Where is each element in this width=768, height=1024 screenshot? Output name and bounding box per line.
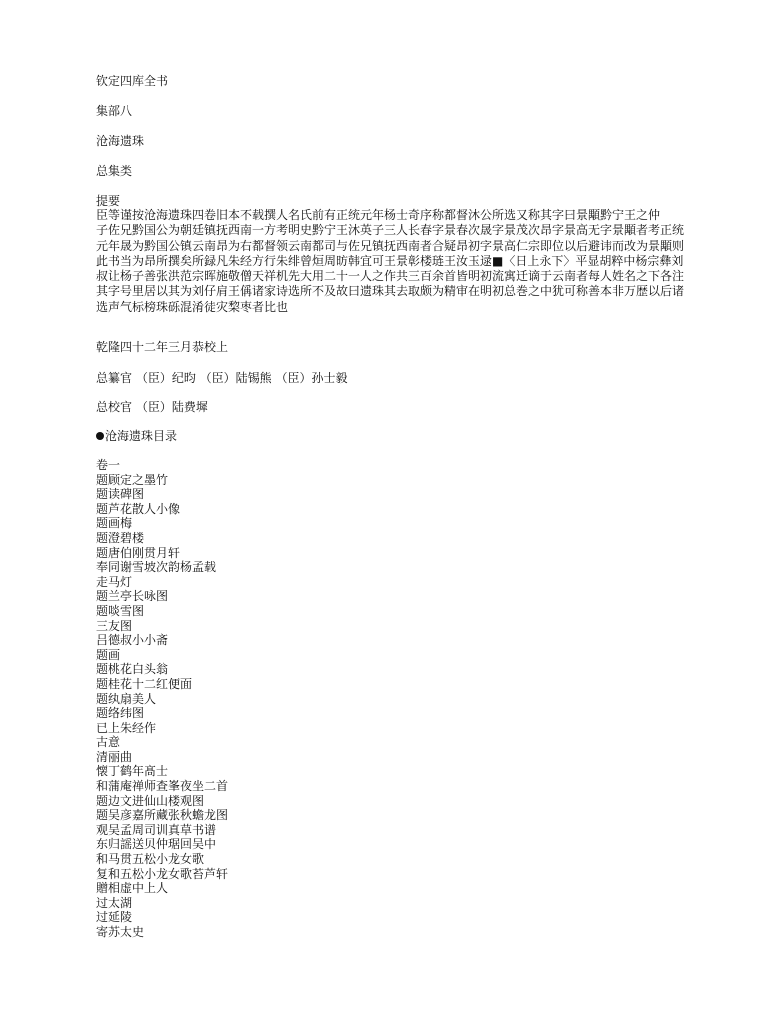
toc-title: 沧海遗珠目录 [105, 429, 178, 443]
summary-paragraph [96, 208, 688, 315]
toc-item: 题澄碧楼 [96, 530, 145, 545]
toc-item: 古意 [96, 735, 121, 750]
section-title: 集部八 [96, 104, 133, 118]
toc-item: 走马灯 [96, 574, 133, 589]
toc-item: 和马贯五松小龙女歌 [96, 852, 205, 867]
toc-item: 题顾定之墨竹 [96, 472, 169, 487]
summary-line: 此书当为昂所撰矣所録凡朱经方行朱绯曾烜周昉韩宜可王景彰楼琏王汝玉逯■〈日上永下〉平显胡粹中杨宗彝刘 [96, 253, 684, 268]
summary-line: 叔让杨子善张洪范宗晖施敬僧天祥机先大用二十一人之作共三百余首皆明初流寓迁谪于云南者每人姓名之下各注 [96, 269, 685, 284]
toc-item: 题画 [96, 647, 121, 662]
category-title: 总集类 [96, 164, 133, 178]
toc-item: 懐丁鹤年髙士 [96, 764, 169, 779]
toc-item: 题读碑图 [96, 487, 145, 502]
toc-item: 题画梅 [96, 516, 133, 531]
toc-item: 题芦花散人小像 [96, 501, 181, 516]
proofread-date: 乾隆四十二年三月恭校上 [96, 340, 229, 354]
summary-line: 其字号里居以其为刘仔肩王偁诸家诗选所不及故曰遗珠其去取颇为精审在明初总巻之中犹可称善本非万歴以后诸 [96, 284, 685, 299]
toc-item: 奉同谢雪坡次韵杨孟载 [96, 560, 217, 575]
toc-item: 三友图 [96, 618, 133, 633]
toc-item: 和蒲庵禅师查峯夜坐二首 [96, 779, 229, 794]
summary-line: 臣等谨按沧海遗珠四卷旧本不载撰人名氏前有正统元年杨士奇序称都督沐公所选又称其字曰景顒黔宁王之仲 [96, 208, 661, 222]
collection-title: 钦定四库全书 [96, 74, 169, 88]
toc-item: 复和五松小龙女歌苔芦轩 [96, 866, 229, 881]
toc-item: 过太湖 [96, 895, 133, 910]
toc-item: 题桃花白头翁 [96, 662, 169, 677]
toc-item: 题纨扇美人 [96, 691, 157, 706]
toc-item: 卷一 [96, 458, 121, 472]
chief-editors: 总纂官 （臣）纪昀 （臣）陆锡熊 （臣）孙士毅 [96, 371, 348, 385]
toc-item: 题唐伯刚贯月轩 [96, 545, 181, 560]
toc-item: 题络纬图 [96, 706, 145, 721]
toc-heading [96, 429, 177, 443]
book-title: 沧海遗珠 [96, 134, 145, 148]
table-of-contents [96, 458, 228, 940]
toc-item: 过延陵 [96, 910, 133, 925]
summary-line: 子佐兄黔国公为朝廷镇抚西南一方考明史黔宁王沐英子三人长春字景春次晟字景茂次昂字景高无字景顒者考正统 [96, 223, 685, 238]
summary-line: 选声气标榜珠砾混淆徒灾棃枣者比也 [96, 299, 289, 314]
summary-line: 元年晟为黔国公镇云南昂为右都督领云南都司与佐兄镇抚西南者合疑昂初字景高仁宗即位以后避讳而改为景顒则 [96, 238, 685, 253]
summary-heading: 提要 [96, 194, 121, 208]
toc-item: 题边文进仙山楼观图 [96, 793, 205, 808]
toc-item: 吕德叔小小斋 [96, 633, 169, 648]
toc-item: 东归謡送贝仲琚回吴中 [96, 837, 217, 852]
toc-item: 寄苏太史 [96, 925, 145, 939]
toc-item: 题啖雪图 [96, 603, 145, 618]
toc-item: 题兰亭长咏图 [96, 589, 169, 604]
toc-item: 已上朱经作 [96, 720, 157, 735]
chief-proofreader: 总校官 （臣）陆费墀 [96, 400, 208, 414]
toc-item: 清丽曲 [96, 749, 133, 764]
bullet-icon [96, 432, 104, 440]
toc-item: 题桂花十二红便面 [96, 676, 193, 691]
toc-item: 贈相虚中上人 [96, 881, 169, 896]
toc-item: 观吴孟周司训真草书谱 [96, 822, 217, 837]
toc-item: 题吴彦嘉所藏张秋蟾龙图 [96, 808, 229, 823]
